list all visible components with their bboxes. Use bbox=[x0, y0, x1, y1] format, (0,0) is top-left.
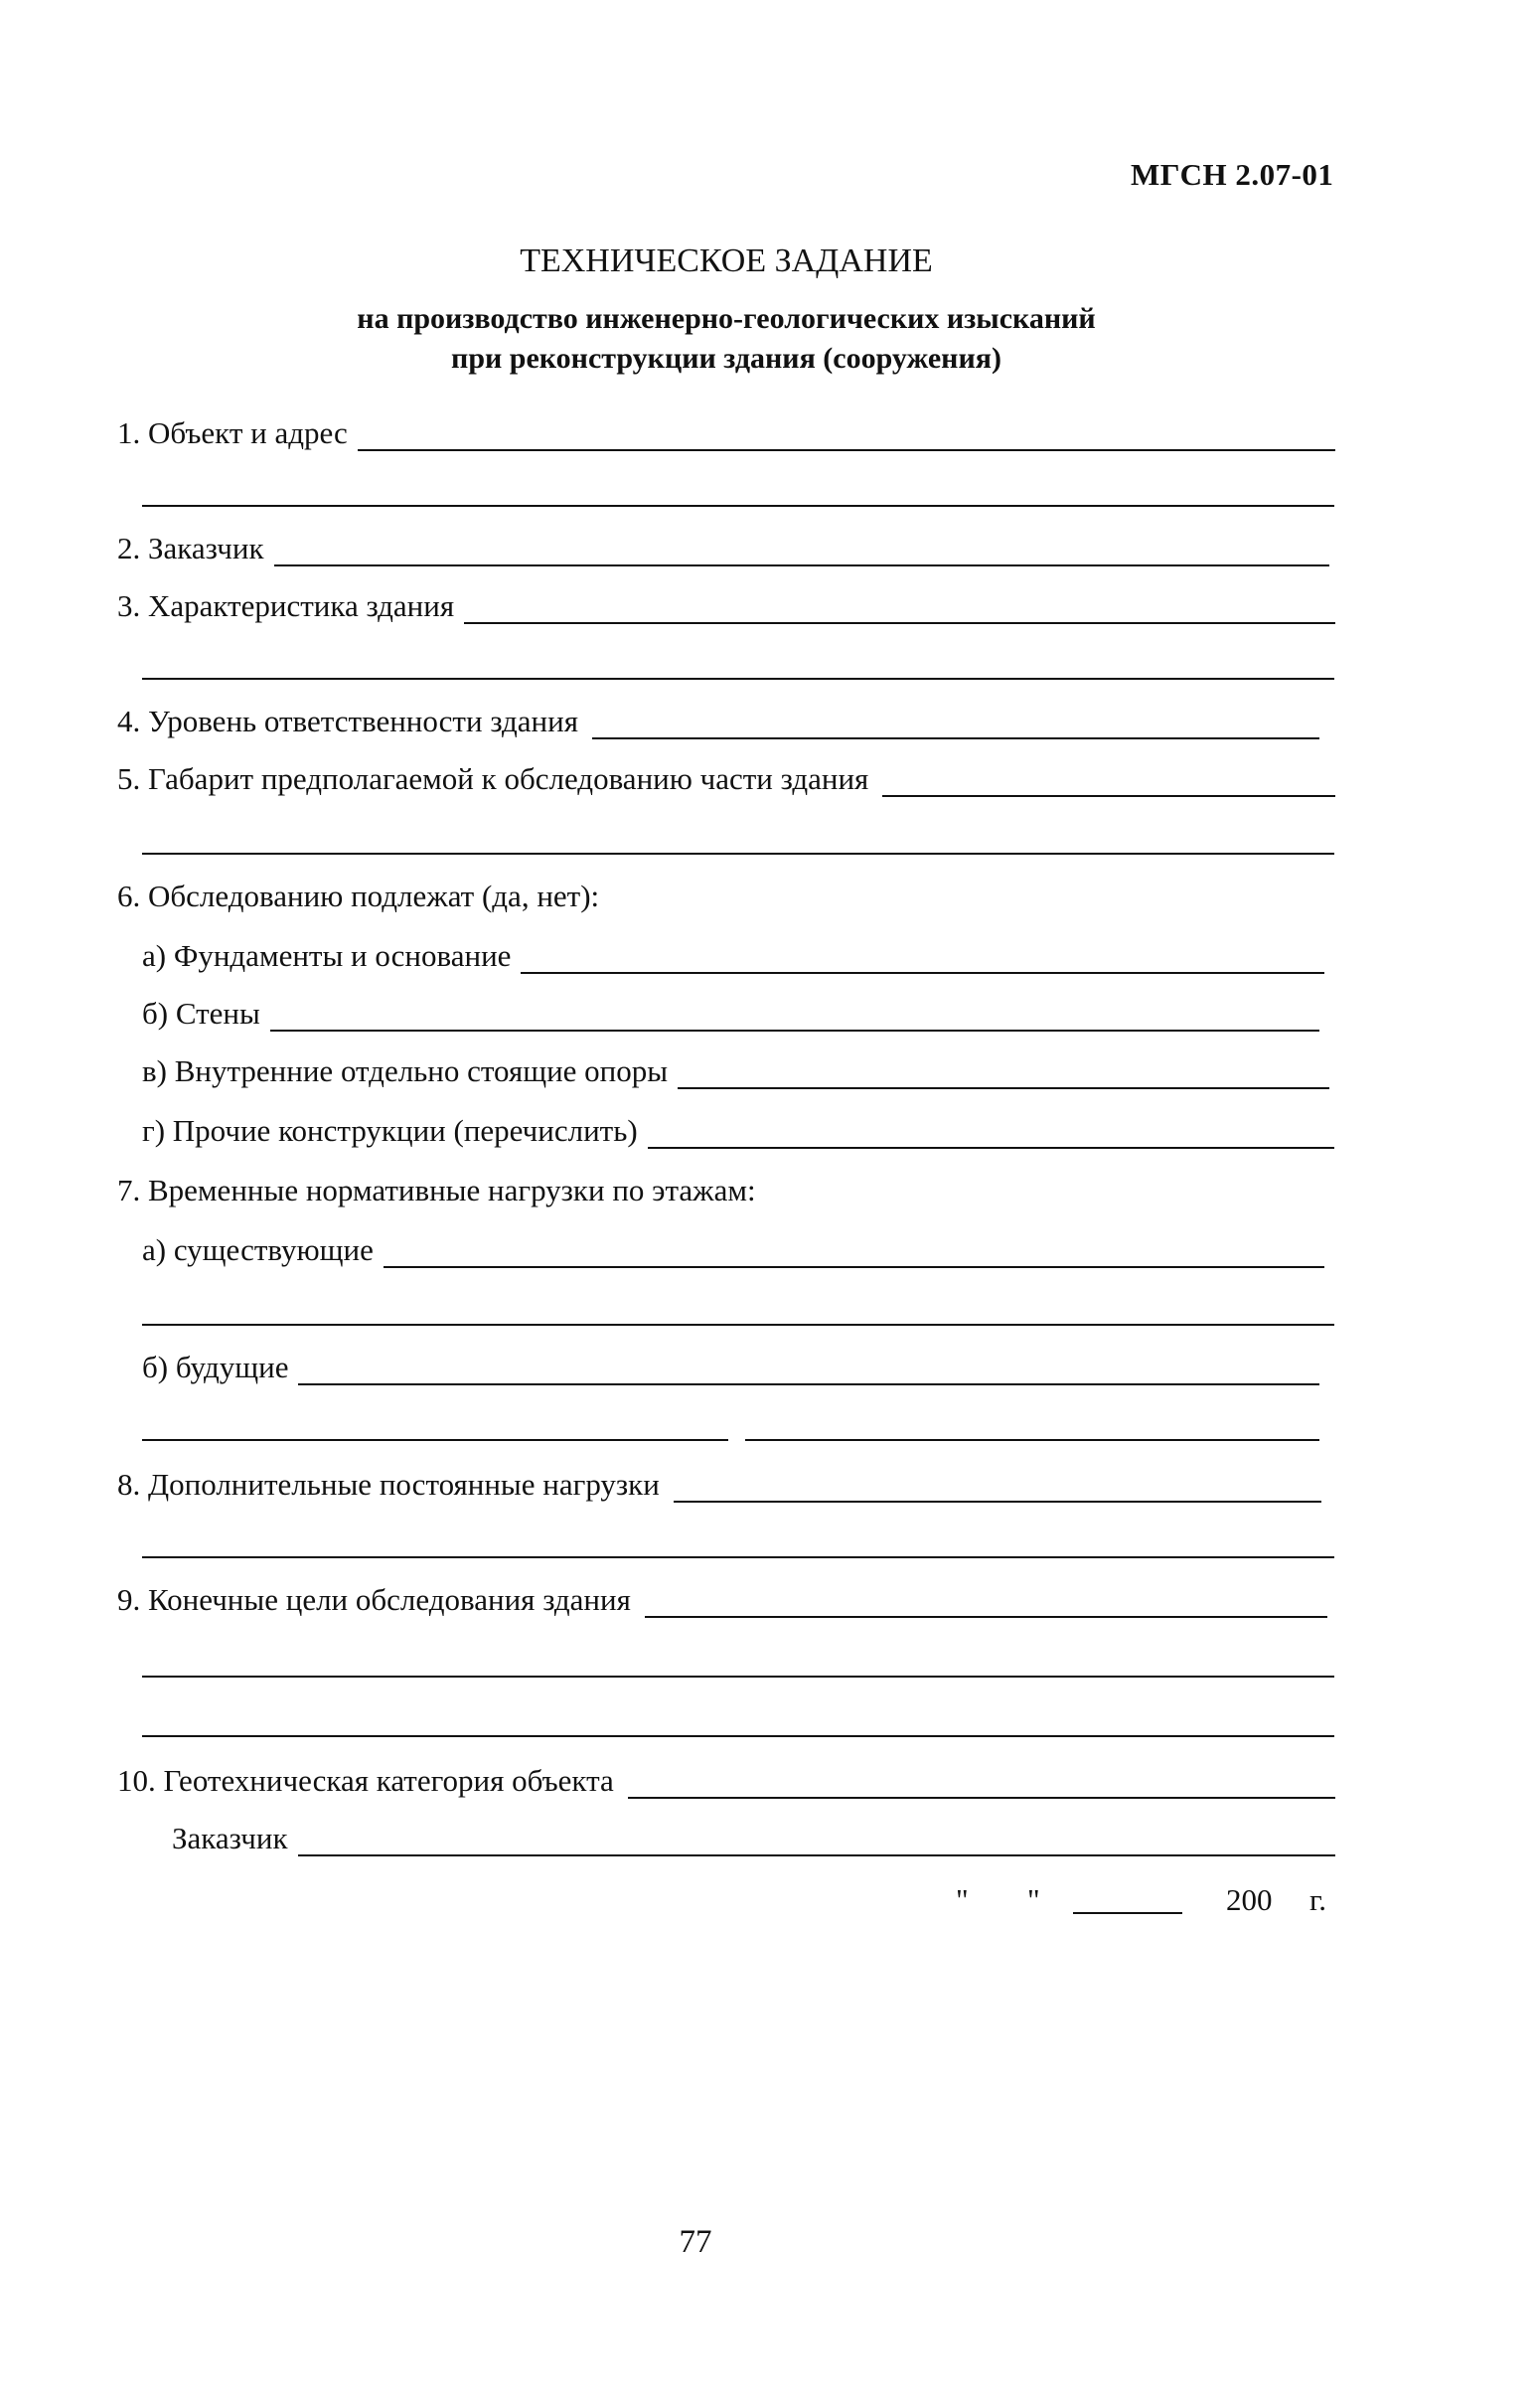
blank-line bbox=[142, 853, 1334, 855]
date-suffix: г. bbox=[1309, 1882, 1326, 1917]
field-customer-signature bbox=[172, 1821, 1335, 1856]
field-label: 8. Дополнительные постоянные нагрузки bbox=[117, 1467, 660, 1502]
field-label: 3. Характеристика здания bbox=[117, 588, 455, 623]
blank-line bbox=[270, 1002, 1319, 1032]
field-foundations bbox=[142, 938, 1324, 974]
field-future-loads bbox=[142, 1350, 1319, 1385]
blank-line bbox=[628, 1769, 1335, 1799]
field-label: г) Прочие конструкции (перечислить) bbox=[142, 1113, 638, 1148]
blank-line bbox=[358, 421, 1335, 451]
quote-close: " bbox=[1027, 1882, 1040, 1917]
field-object-address bbox=[117, 415, 1335, 451]
field-label: б) Стены bbox=[142, 996, 260, 1031]
blank-line bbox=[298, 1827, 1335, 1856]
blank-line bbox=[521, 944, 1324, 974]
date-line bbox=[956, 1880, 1335, 1920]
blank-line bbox=[882, 767, 1335, 797]
document-title: ТЕХНИЧЕСКОЕ ЗАДАНИЕ bbox=[520, 242, 933, 279]
blank-line bbox=[142, 1556, 1334, 1558]
blank-line bbox=[384, 1238, 1324, 1268]
blank-line bbox=[274, 537, 1329, 566]
field-label: 1. Объект и адрес bbox=[117, 415, 348, 450]
section-temporary-loads bbox=[117, 1173, 756, 1208]
blank-line bbox=[745, 1439, 1319, 1441]
field-label: Заказчик bbox=[172, 1821, 288, 1855]
blank-line bbox=[464, 594, 1335, 624]
field-label: 9. Конечные цели обследования здания bbox=[117, 1582, 631, 1617]
blank-line bbox=[142, 1676, 1334, 1678]
field-label: 5. Габарит предполагаемой к обследованию части здания bbox=[117, 761, 869, 796]
field-customer bbox=[117, 531, 1329, 566]
field-label: 2. Заказчик bbox=[117, 531, 264, 565]
document-code: МГСН 2.07-01 bbox=[1131, 157, 1334, 192]
blank-line bbox=[142, 1439, 728, 1441]
blank-line bbox=[592, 710, 1319, 739]
blank-line bbox=[1073, 1912, 1182, 1914]
blank-line bbox=[142, 1735, 1334, 1737]
date-year: 200 bbox=[1226, 1882, 1273, 1917]
field-walls bbox=[142, 996, 1319, 1032]
document-subtitle-line1: на производство инженерно-геологических изысканий bbox=[357, 302, 1096, 335]
field-survey-dimensions bbox=[117, 761, 1335, 797]
field-label: а) существующие bbox=[142, 1232, 374, 1267]
quote-open: " bbox=[956, 1882, 969, 1917]
document-subtitle-line2: при реконструкции здания (сооружения) bbox=[451, 342, 1001, 375]
blank-line bbox=[142, 1324, 1334, 1326]
blank-line bbox=[142, 678, 1334, 680]
field-label: 7. Временные нормативные нагрузки по этажам: bbox=[117, 1173, 756, 1207]
field-building-characteristics bbox=[117, 588, 1335, 624]
blank-line bbox=[678, 1059, 1329, 1089]
field-label: а) Фундаменты и основание bbox=[142, 938, 512, 973]
field-label: 6. Обследованию подлежат (да, нет): bbox=[117, 879, 600, 913]
field-survey-goals bbox=[117, 1582, 1327, 1618]
blank-line bbox=[298, 1356, 1319, 1385]
field-geotechnical-category bbox=[117, 1763, 1335, 1799]
field-label: б) будущие bbox=[142, 1350, 289, 1384]
field-label: в) Внутренние отдельно стоящие опоры bbox=[142, 1053, 669, 1088]
blank-line bbox=[645, 1588, 1327, 1618]
field-permanent-loads bbox=[117, 1467, 1321, 1503]
blank-line bbox=[674, 1473, 1321, 1503]
field-label: 10. Геотехническая категория объекта bbox=[117, 1763, 614, 1798]
field-responsibility-level bbox=[117, 704, 1319, 739]
field-other-structures bbox=[142, 1113, 1334, 1149]
field-existing-loads bbox=[142, 1232, 1324, 1268]
field-internal-supports bbox=[142, 1053, 1329, 1089]
blank-line bbox=[142, 505, 1334, 507]
section-survey-subjects bbox=[117, 879, 599, 914]
blank-line bbox=[648, 1119, 1334, 1149]
page-number: 77 bbox=[679, 2224, 712, 2260]
field-label: 4. Уровень ответственности здания bbox=[117, 704, 578, 738]
